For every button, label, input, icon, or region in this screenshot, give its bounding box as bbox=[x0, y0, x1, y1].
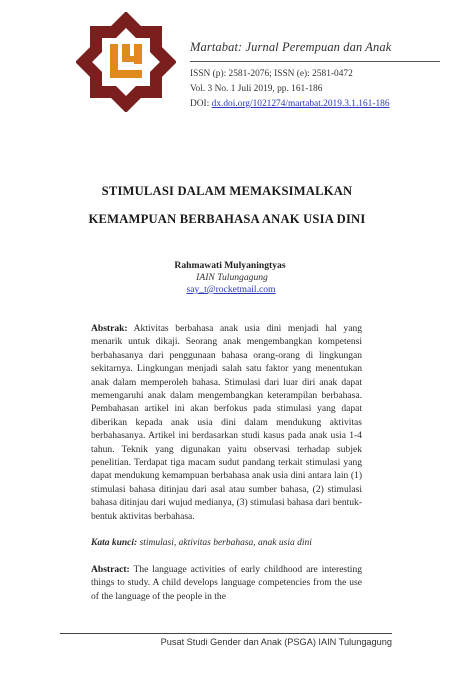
journal-title: Martabat: Jurnal Perempuan dan Anak bbox=[190, 40, 392, 54]
author-block bbox=[0, 260, 454, 296]
abstract-en-text: The language activities of early childhood are interesting things to study. A child develops language competencies from the use of the language of the people in the bbox=[91, 564, 362, 602]
abstract-text: Aktivitas berbahasa anak usia dini menjadi hal yang menarik untuk dikaji. Seorang anak mengembangkan kompetensi berbahasanya dari penggunaan bahasa orang-orang di lingkungan sekitarnya. Lingkungan menjadi salah satu faktor yang menentukan anak dalam memperoleh bahasa. Stimulasi dari luar diri anak dapat memengaruhi anak dalam mengembangkan keterampilan berbahasa. Pembahasan artikel ini akan berfokus pada stimulasi yang dapat diberikan kepada anak usia dini dalam mendukung aktivitas berbahasanya. Artikel ini berdasarkan studi kasus pada anak usia 1-4 tahun. Teknik yang digunakan yaitu observasi terhadap subjek penelitian. Terdapat tiga macam sudut pandang terkait stimulasi yang dapat mendukung kemampuan berbahasa anak usia dini antara lain (1) stimulasi bahasa ditinjau dari asal atau sumber bahasa, (2) stimulasi bahasa ditinjau dari wujud medianya, (3) stimulasi bahasa dari bentuk-bentuk aktivitas berbahasa. bbox=[91, 323, 362, 522]
footer-text: Pusat Studi Gender dan Anak (PSGA) IAIN Tulungagung bbox=[160, 637, 392, 647]
title-line-1: STIMULASI DALAM MEMAKSIMALKAN bbox=[101, 184, 353, 198]
author-affiliation: IAIN Tulungagung bbox=[196, 272, 268, 283]
abstract-en bbox=[91, 563, 362, 603]
author-email-link[interactable]: say_t@rocketmail.com bbox=[186, 284, 276, 295]
abstract-en-label: Abstract: bbox=[91, 564, 130, 575]
footer-rule bbox=[60, 633, 392, 634]
abstract-label: Abstrak: bbox=[91, 323, 128, 334]
journal-logo-icon bbox=[76, 12, 176, 112]
article-title bbox=[0, 177, 454, 233]
doi-link[interactable]: dx.doi.org/1021274/martabat.2019.3.1.161-186 bbox=[211, 99, 390, 109]
abstract-id bbox=[91, 322, 362, 523]
keywords-label: Kata kunci: bbox=[91, 538, 138, 548]
issn-line: ISSN (p): 2581-2076; ISSN (e): 2581-0472 bbox=[190, 69, 353, 79]
doi-prefix: DOI: bbox=[190, 99, 212, 109]
journal-header bbox=[190, 40, 440, 112]
header-rule bbox=[190, 61, 440, 62]
doi-line bbox=[190, 97, 440, 112]
author-name: Rahmawati Mulyaningtyas bbox=[174, 260, 286, 271]
keywords-text: stimulasi, aktivitas berbahasa, anak usia dini bbox=[137, 538, 312, 548]
title-line-2: KEMAMPUAN BERBAHASA ANAK USIA DINI bbox=[88, 212, 366, 226]
volume-line: Vol. 3 No. 1 Juli 2019, pp. 161-186 bbox=[190, 84, 323, 94]
keywords bbox=[91, 537, 362, 550]
